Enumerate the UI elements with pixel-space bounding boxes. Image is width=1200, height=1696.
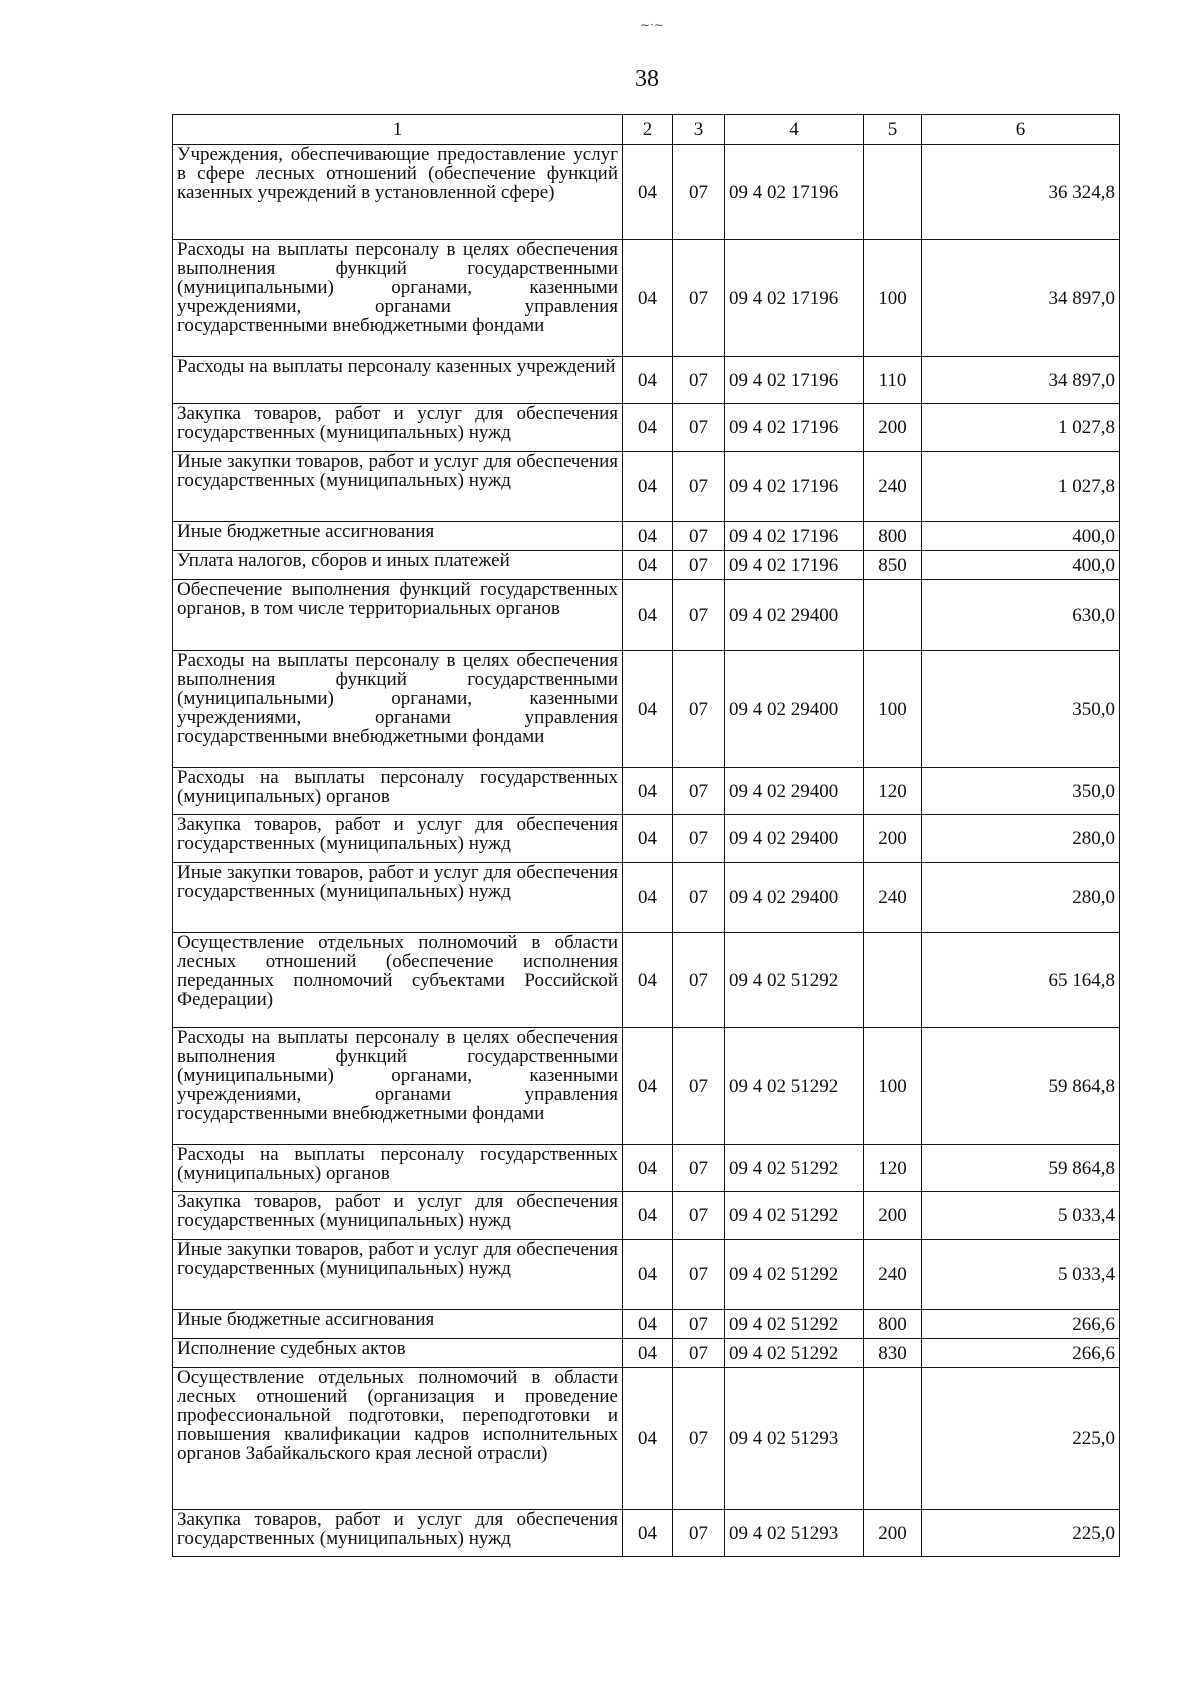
- row-expense-type: [864, 145, 922, 240]
- row-expense-type: 850: [864, 551, 922, 580]
- table-row: [173, 145, 1120, 240]
- row-name: Уплата налогов, сборов и иных платежей: [173, 551, 623, 580]
- header-col-6: 6: [922, 115, 1120, 145]
- row-amount: 350,0: [922, 768, 1120, 815]
- row-section: 04: [623, 1339, 673, 1368]
- table-row: [173, 1510, 1120, 1557]
- row-subsection: 07: [673, 1368, 725, 1510]
- header-col-5: 5: [864, 115, 922, 145]
- row-name: Иные бюджетные ассигнования: [173, 1310, 623, 1339]
- table-row: [173, 551, 1120, 580]
- table-row: [173, 863, 1120, 933]
- row-section: 04: [623, 1310, 673, 1339]
- row-section: 04: [623, 815, 673, 863]
- row-name: Закупка товаров, работ и услуг для обеспечения государственных (муниципальных) нужд: [173, 1510, 623, 1557]
- row-subsection: 07: [673, 1310, 725, 1339]
- row-subsection: 07: [673, 404, 725, 452]
- row-expense-type: 830: [864, 1339, 922, 1368]
- table-header-row: [173, 115, 1120, 145]
- row-target-code: 09 4 02 51292: [725, 1028, 864, 1145]
- row-name: Расходы на выплаты персоналу казенных учреждений: [173, 357, 623, 404]
- row-name: Обеспечение выполнения функций государственных органов, в том числе территориальных органов: [173, 580, 623, 651]
- row-section: 04: [623, 1028, 673, 1145]
- table-row: [173, 404, 1120, 452]
- row-name: Расходы на выплаты персоналу в целях обеспечения выполнения функций государственными (муниципальными) органами, казенными учреждениями, органами управления государственными внебюджетными фондами: [173, 1028, 623, 1145]
- row-expense-type: 100: [864, 240, 922, 357]
- row-target-code: 09 4 02 29400: [725, 580, 864, 651]
- row-target-code: 09 4 02 51292: [725, 1240, 864, 1310]
- row-subsection: 07: [673, 1192, 725, 1240]
- row-amount: 400,0: [922, 551, 1120, 580]
- row-name: Исполнение судебных актов: [173, 1339, 623, 1368]
- row-expense-type: 120: [864, 1145, 922, 1192]
- row-subsection: 07: [673, 815, 725, 863]
- table-row: [173, 1145, 1120, 1192]
- row-amount: 59 864,8: [922, 1028, 1120, 1145]
- row-section: 04: [623, 1145, 673, 1192]
- table-row: [173, 240, 1120, 357]
- table-body: [173, 145, 1120, 1557]
- table-row: [173, 768, 1120, 815]
- row-target-code: 09 4 02 17196: [725, 145, 864, 240]
- row-subsection: 07: [673, 863, 725, 933]
- header-col-4: 4: [725, 115, 864, 145]
- row-name: Осуществление отдельных полномочий в области лесных отношений (обеспечение исполнения переданных полномочий субъектами Российской Федерации): [173, 933, 623, 1028]
- row-section: 04: [623, 1510, 673, 1557]
- row-subsection: 07: [673, 1510, 725, 1557]
- header-col-2: 2: [623, 115, 673, 145]
- row-target-code: 09 4 02 29400: [725, 863, 864, 933]
- table-row: [173, 1339, 1120, 1368]
- row-expense-type: [864, 580, 922, 651]
- row-subsection: 07: [673, 1240, 725, 1310]
- row-subsection: 07: [673, 933, 725, 1028]
- row-subsection: 07: [673, 1339, 725, 1368]
- table-row: [173, 580, 1120, 651]
- row-target-code: 09 4 02 17196: [725, 551, 864, 580]
- row-section: 04: [623, 452, 673, 522]
- header-col-1: 1: [173, 115, 623, 145]
- row-expense-type: 110: [864, 357, 922, 404]
- table-row: [173, 1192, 1120, 1240]
- table-row: [173, 815, 1120, 863]
- row-section: 04: [623, 1368, 673, 1510]
- row-target-code: 09 4 02 17196: [725, 357, 864, 404]
- row-target-code: 09 4 02 51292: [725, 1145, 864, 1192]
- row-target-code: 09 4 02 51293: [725, 1510, 864, 1557]
- row-subsection: 07: [673, 1145, 725, 1192]
- row-subsection: 07: [673, 551, 725, 580]
- table-row: [173, 933, 1120, 1028]
- row-amount: 1 027,8: [922, 452, 1120, 522]
- budget-table: [172, 114, 1120, 1557]
- table-row: [173, 1240, 1120, 1310]
- row-amount: 280,0: [922, 815, 1120, 863]
- row-section: 04: [623, 1240, 673, 1310]
- row-name: Расходы на выплаты персоналу в целях обеспечения выполнения функций государственными (муниципальными) органами, казенными учреждениями, органами управления государственными внебюджетными фондами: [173, 240, 623, 357]
- row-target-code: 09 4 02 51292: [725, 1310, 864, 1339]
- row-section: 04: [623, 357, 673, 404]
- row-amount: 34 897,0: [922, 240, 1120, 357]
- row-name: Иные бюджетные ассигнования: [173, 522, 623, 551]
- row-amount: 5 033,4: [922, 1240, 1120, 1310]
- row-section: 04: [623, 768, 673, 815]
- row-amount: 36 324,8: [922, 145, 1120, 240]
- table-row: [173, 522, 1120, 551]
- row-target-code: 09 4 02 29400: [725, 815, 864, 863]
- table-row: [173, 1028, 1120, 1145]
- row-name: Иные закупки товаров, работ и услуг для обеспечения государственных (муниципальных) нужд: [173, 452, 623, 522]
- row-name: Закупка товаров, работ и услуг для обеспечения государственных (муниципальных) нужд: [173, 815, 623, 863]
- row-section: 04: [623, 404, 673, 452]
- row-section: 04: [623, 240, 673, 357]
- row-expense-type: 100: [864, 651, 922, 768]
- row-expense-type: [864, 1368, 922, 1510]
- row-amount: 225,0: [922, 1368, 1120, 1510]
- row-expense-type: 200: [864, 1192, 922, 1240]
- row-target-code: 09 4 02 17196: [725, 240, 864, 357]
- row-subsection: 07: [673, 768, 725, 815]
- row-amount: 65 164,8: [922, 933, 1120, 1028]
- row-subsection: 07: [673, 580, 725, 651]
- page-number: 38: [635, 66, 659, 92]
- row-expense-type: 200: [864, 404, 922, 452]
- scan-artifact: ∼‧∼: [640, 18, 664, 32]
- row-subsection: 07: [673, 522, 725, 551]
- row-amount: 5 033,4: [922, 1192, 1120, 1240]
- row-subsection: 07: [673, 452, 725, 522]
- row-target-code: 09 4 02 51292: [725, 933, 864, 1028]
- row-target-code: 09 4 02 51293: [725, 1368, 864, 1510]
- table-row: [173, 357, 1120, 404]
- row-amount: 630,0: [922, 580, 1120, 651]
- row-section: 04: [623, 145, 673, 240]
- row-name: Иные закупки товаров, работ и услуг для обеспечения государственных (муниципальных) нужд: [173, 1240, 623, 1310]
- row-expense-type: 800: [864, 1310, 922, 1339]
- row-amount: 1 027,8: [922, 404, 1120, 452]
- row-subsection: 07: [673, 651, 725, 768]
- row-expense-type: [864, 933, 922, 1028]
- row-amount: 225,0: [922, 1510, 1120, 1557]
- row-subsection: 07: [673, 1028, 725, 1145]
- row-expense-type: 240: [864, 452, 922, 522]
- row-expense-type: 120: [864, 768, 922, 815]
- table-row: [173, 1310, 1120, 1339]
- row-name: Расходы на выплаты персоналу в целях обеспечения выполнения функций государственными (муниципальными) органами, казенными учреждениями, органами управления государственными внебюджетными фондами: [173, 651, 623, 768]
- row-target-code: 09 4 02 29400: [725, 651, 864, 768]
- row-amount: 59 864,8: [922, 1145, 1120, 1192]
- row-name: Расходы на выплаты персоналу государственных (муниципальных) органов: [173, 768, 623, 815]
- row-expense-type: 200: [864, 815, 922, 863]
- row-amount: 266,6: [922, 1339, 1120, 1368]
- row-amount: 400,0: [922, 522, 1120, 551]
- row-target-code: 09 4 02 17196: [725, 452, 864, 522]
- row-amount: 280,0: [922, 863, 1120, 933]
- row-name: Расходы на выплаты персоналу государственных (муниципальных) органов: [173, 1145, 623, 1192]
- row-target-code: 09 4 02 51292: [725, 1192, 864, 1240]
- row-section: 04: [623, 1192, 673, 1240]
- row-expense-type: 200: [864, 1510, 922, 1557]
- row-target-code: 09 4 02 17196: [725, 404, 864, 452]
- row-subsection: 07: [673, 357, 725, 404]
- row-name: Закупка товаров, работ и услуг для обеспечения государственных (муниципальных) нужд: [173, 404, 623, 452]
- row-expense-type: 240: [864, 1240, 922, 1310]
- row-subsection: 07: [673, 240, 725, 357]
- row-name: Учреждения, обеспечивающие предоставление услуг в сфере лесных отношений (обеспечение функций казенных учреждений в установленной сфере): [173, 145, 623, 240]
- row-section: 04: [623, 551, 673, 580]
- row-section: 04: [623, 522, 673, 551]
- header-col-3: 3: [673, 115, 725, 145]
- table-row: [173, 1368, 1120, 1510]
- row-amount: 266,6: [922, 1310, 1120, 1339]
- row-target-code: 09 4 02 51292: [725, 1339, 864, 1368]
- row-name: Закупка товаров, работ и услуг для обеспечения государственных (муниципальных) нужд: [173, 1192, 623, 1240]
- row-expense-type: 240: [864, 863, 922, 933]
- row-name: Иные закупки товаров, работ и услуг для обеспечения государственных (муниципальных) нужд: [173, 863, 623, 933]
- row-amount: 34 897,0: [922, 357, 1120, 404]
- row-expense-type: 100: [864, 1028, 922, 1145]
- row-section: 04: [623, 580, 673, 651]
- table-row: [173, 452, 1120, 522]
- row-name: Осуществление отдельных полномочий в области лесных отношений (организация и проведение профессиональной подготовки, переподготовки и повышения квалификации кадров исполнительных органов Забайкальского края лесной отрасли): [173, 1368, 623, 1510]
- table-row: [173, 651, 1120, 768]
- row-expense-type: 800: [864, 522, 922, 551]
- row-section: 04: [623, 933, 673, 1028]
- row-target-code: 09 4 02 29400: [725, 768, 864, 815]
- row-section: 04: [623, 863, 673, 933]
- row-section: 04: [623, 651, 673, 768]
- row-target-code: 09 4 02 17196: [725, 522, 864, 551]
- row-amount: 350,0: [922, 651, 1120, 768]
- row-subsection: 07: [673, 145, 725, 240]
